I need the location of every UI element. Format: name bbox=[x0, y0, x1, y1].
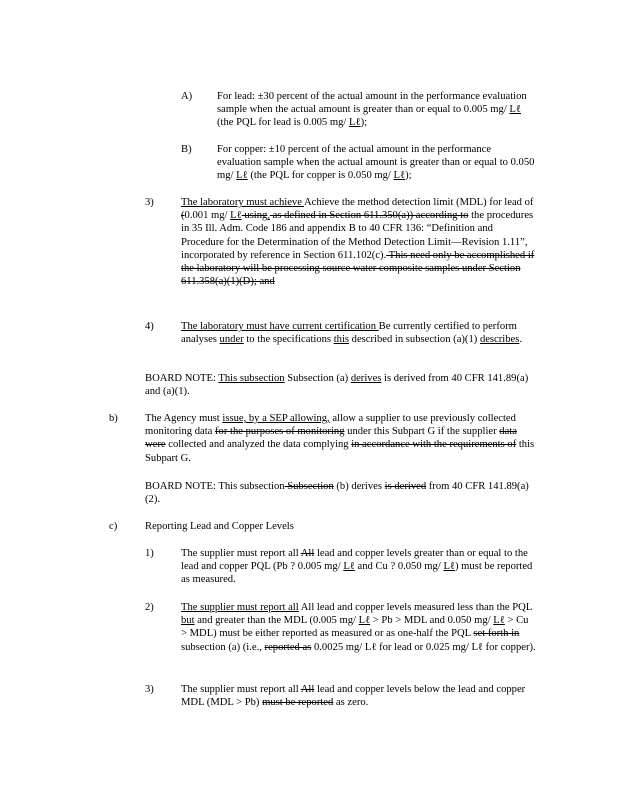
item-label-c2: 2) bbox=[145, 602, 154, 613]
paragraph-c1-report: The supplier must report all All lead and copper levels greater than or equal to the lead and copper PQL (Pb ? 0.005 mg/ Lℓ and Cu ? 0.050 mg/ Lℓ) must be reported as measured. bbox=[181, 548, 533, 586]
section-c-heading: Reporting Lead and Copper Levels bbox=[145, 521, 294, 532]
paragraph-a-lead: For lead: ±30 percent of the actual amount in the performance evaluation sample when the actual amount is greater than or equal to 0.005 mg/ Lℓ (the PQL for lead is 0.005 mg/ Lℓ); bbox=[217, 91, 527, 129]
board-note-a: BOARD NOTE: This subsection Subsection (a) derives is derived from 40 CFR 141.89(a) and (a)(1). bbox=[145, 373, 529, 398]
board-note-b: BOARD NOTE: This subsection Subsection (b) derives is derived from 40 CFR 141.89(a)(2). bbox=[145, 481, 529, 506]
paragraph-c2-report: The supplier must report all All lead and copper levels measured less than the PQL but and greater than the MDL (0.005 mg/ Lℓ > Pb > MDL and 0.050 mg/ Lℓ > Cu > MDL) must be either reported as measured or as one-half the PQL set forth in subsection (a) (i.e., reported as 0.0025 mg/ Lℓ for lead or 0.025 mg/ Lℓ for copper). bbox=[181, 602, 536, 653]
item-label-3: 3) bbox=[145, 197, 154, 208]
item-label-b: B) bbox=[181, 144, 192, 155]
item-label-c3: 3) bbox=[145, 684, 154, 695]
paragraph-b-sep: The Agency must issue, by a SEP allowing, allow a supplier to use previously collected monitoring data for the purposes of monitoring under this Subpart G if the supplier data were collected and analyzed the data complying in accordance with the requirements of this Subpart G. bbox=[145, 413, 535, 464]
paragraph-3-mdl: The laboratory must achieve Achieve the method detection limit (MDL) for lead of (0.001 mg/ Lℓ using, as defined in Section 611.350(a)) according to the procedures in 35 Ill. Adm. Code 186 and appendix B to 40 CFR 136: “Definition and Procedure for the Determination of the Method Detection Limit—Revision 1.11”, incorporated by reference in Section 611.102(c). This need only be accomplished if the laboratory will be processing source water composite samples under Section 611.358(a)(1)(D); and bbox=[181, 197, 535, 288]
item-label-c-section: c) bbox=[109, 521, 118, 532]
item-label-4: 4) bbox=[145, 321, 154, 332]
item-label-c1: 1) bbox=[145, 548, 154, 559]
paragraph-c3-report: The supplier must report all All lead and copper levels below the lead and copper MDL (MDL > Pb) must be reported as zero. bbox=[181, 684, 526, 709]
item-label-a: A) bbox=[181, 91, 193, 102]
paragraph-b-copper: For copper: ±10 percent of the actual amount in the performance evaluation sample when the actual amount is greater than or equal to 0.050 mg/ Lℓ (the PQL for copper is 0.050 mg/ Lℓ); bbox=[217, 144, 535, 182]
item-label-b-section: b) bbox=[109, 413, 118, 424]
paragraph-4-certification: The laboratory must have current certification Be currently certified to perform analyses under to the specifications this described in subsection (a)(1) describes. bbox=[181, 321, 523, 346]
